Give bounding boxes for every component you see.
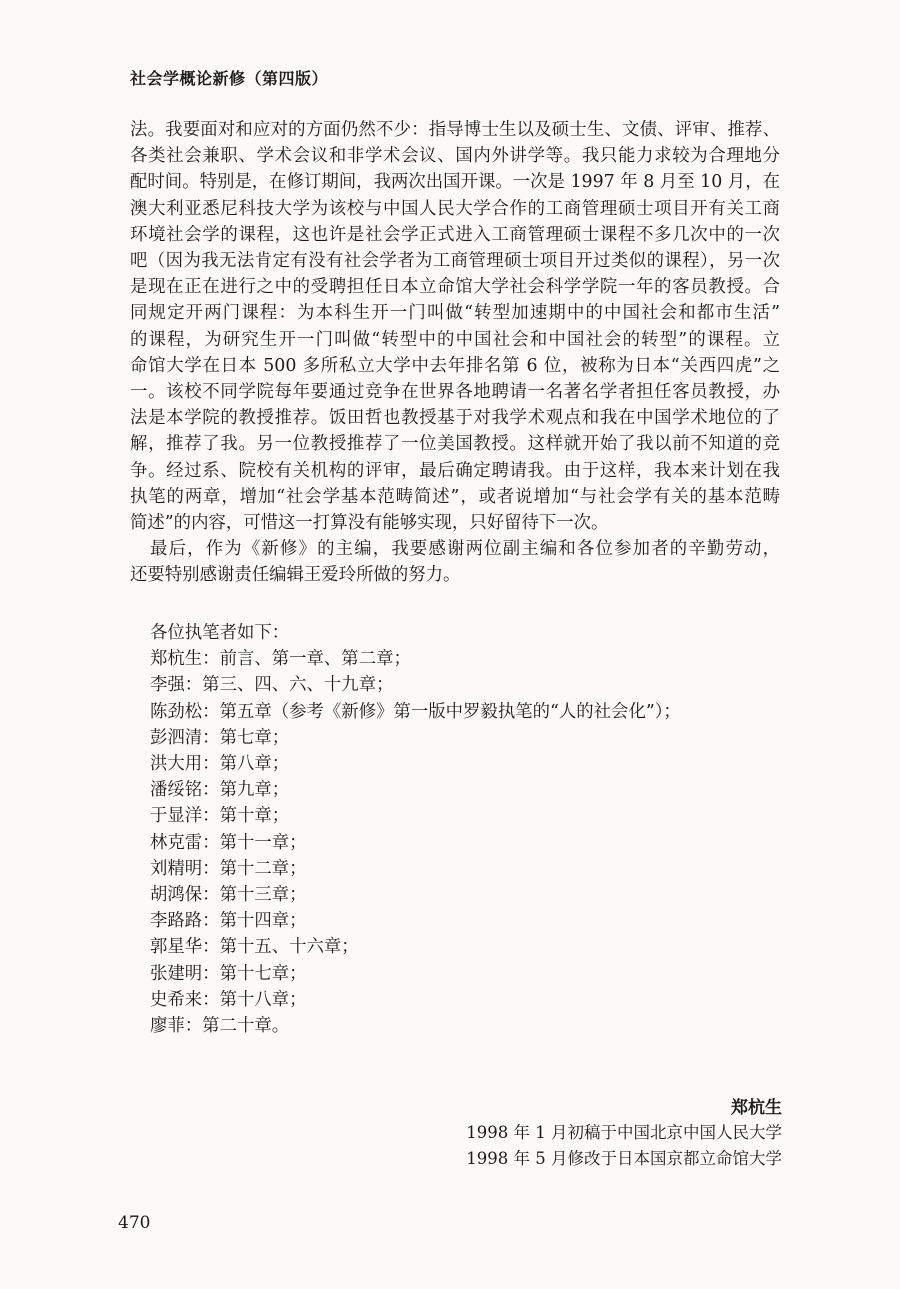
text-line: 争。经过系、院校有关机构的评审，最后确定聘请我。由于这样，我本来计划在我 [130, 460, 780, 481]
text-line: 命馆大学在日本 500 多所私立大学中去年排名第 6 位，被称为日本“关西四虎”之 [130, 355, 780, 376]
body-text [130, 117, 780, 589]
date-line: 1998 年 1 月初稿于中国北京中国人民大学 [466, 1123, 782, 1142]
list-item: 郭星华：第十五、十六章； [150, 937, 359, 958]
running-head: 社会学概论新修（第四版） [130, 69, 329, 88]
date-lines [466, 1120, 782, 1172]
list-item: 郑杭生：前言、第一章、第二章； [150, 649, 411, 670]
list-item: 洪大用：第八章； [150, 754, 290, 775]
text-line: 一。该校不同学院每年要通过竞争在世界各地聘请一名著名学者担任客员教授，办 [130, 382, 780, 403]
text-line: 同规定开两门课程：为本科生开一门叫做“转型加速期中的中国社会和都市生活” [130, 303, 780, 324]
text-line: 是现在正在进行之中的受聘担任日本立命馆大学社会科学学院一年的客员教授。合 [130, 277, 780, 298]
list-item: 潘绥铭：第九章； [150, 780, 290, 801]
text-line: 法。我要面对和应对的方面仍然不少：指导博士生以及硕士生、文债、评审、推荐、 [130, 120, 780, 140]
text-line: 各类社会兼职、学术会议和非学术会议、国内外讲学等。我只能力求较为合理地分 [130, 146, 780, 167]
paragraph-1 [130, 117, 780, 536]
list-item: 林克雷：第十一章； [150, 832, 307, 853]
list-item: 李强：第三、四、六、十九章； [150, 675, 394, 696]
text-line: 法是本学院的教授推荐。饭田哲也教授基于对我学术观点和我在中国学术地位的了 [130, 408, 780, 429]
list-item: 刘精明：第十二章； [150, 858, 307, 879]
text-line: 澳大利亚悉尼科技大学为该校与中国人民大学合作的工商管理硕士项目开有关工商 [130, 198, 780, 219]
text-line: 的课程，为研究生开一门叫做“转型中的中国社会和中国社会的转型”的课程。立 [130, 329, 780, 350]
list-item: 李路路：第十四章； [150, 911, 307, 932]
paragraph-2 [130, 536, 780, 588]
text-line: 解，推荐了我。另一位教授推荐了一位美国教授。这样就开始了我以前不知道的竞 [130, 434, 780, 455]
text-line: 执笔的两章，增加“社会学基本范畴简述”，或者说增加“与社会学有关的基本范畴 [130, 486, 780, 507]
author-signature: 郑杭生 [731, 1098, 782, 1118]
text-line: 简述”的内容，可惜这一打算没有能够实现，只好留待下一次。 [130, 513, 609, 534]
list-item: 各位执笔者如下： [150, 623, 290, 643]
list-item: 张建明：第十七章； [150, 963, 307, 984]
list-item: 史希来：第十八章； [150, 989, 307, 1010]
list-item: 于显洋：第十章； [150, 806, 290, 827]
text-line: 最后，作为《新修》的主编，我要感谢两位副主编和各位参加者的辛勤劳动， [150, 539, 780, 560]
list-item: 胡鸿保：第十三章； [150, 885, 307, 906]
text-line: 配时间。特别是，在修订期间，我两次出国开课。一次是 1997 年 8 月至 10 月，在 [130, 172, 780, 193]
contributors-list [150, 620, 681, 1039]
date-line: 1998 年 5 月修改于日本国京都立命馆大学 [466, 1149, 782, 1168]
list-item: 彭泗清：第七章； [150, 727, 290, 748]
list-item: 廖菲：第二十章。 [150, 1016, 290, 1037]
text-line: 吧（因为我无法肯定有没有社会学者为工商管理硕士项目开过类似的课程），另一次 [130, 251, 780, 272]
text-line: 还要特别感谢责任编辑王爱玲所做的努力。 [130, 565, 461, 586]
page-number: 470 [118, 1213, 151, 1233]
list-item: 陈劲松：第五章（参考《新修》第一版中罗毅执笔的“人的社会化”）； [150, 701, 681, 722]
text-line: 环境社会学的课程，这也许是社会学正式进入工商管理硕士课程不多几次中的一次 [130, 224, 780, 245]
